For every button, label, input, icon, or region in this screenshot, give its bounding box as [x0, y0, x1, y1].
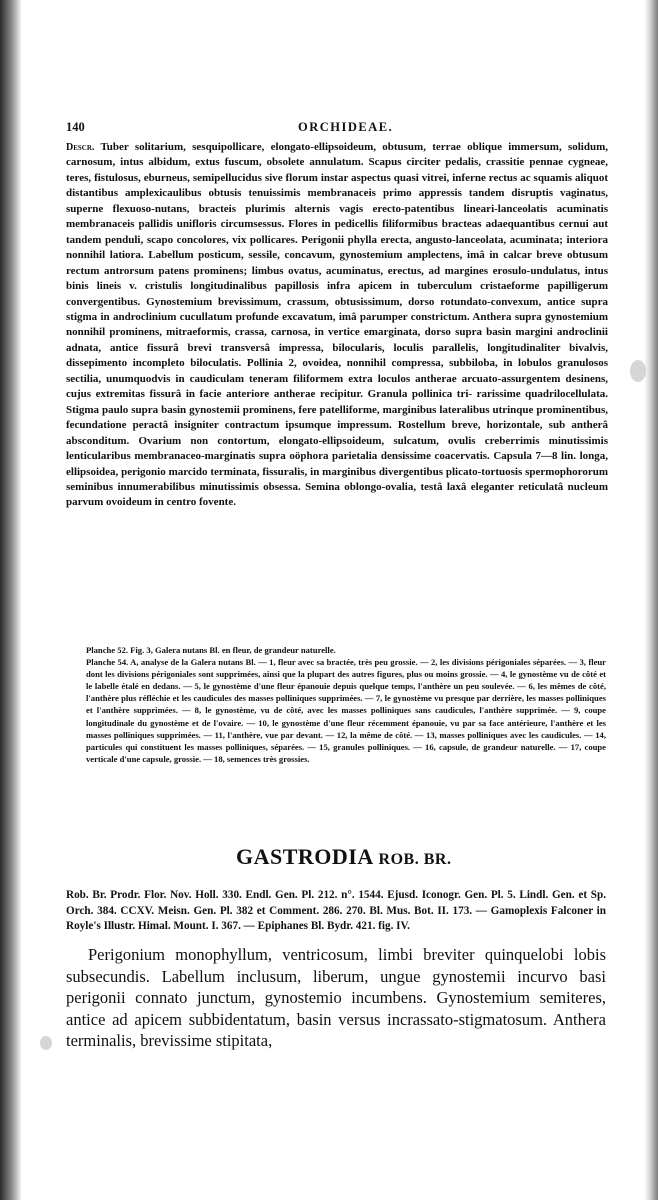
genus-authority: ROB. BR. — [378, 851, 452, 868]
running-head-title: ORCHIDEAE. — [298, 120, 394, 134]
page-gutter-shadow — [0, 0, 22, 1200]
plate-captions — [86, 644, 606, 765]
description-text: Tuber solitarium, sesquipollicare, elongato-ellipsoideum, obtusum, terrae oblique immersum, solidum, carnosum, intus albidum, extus fuscum, obsolete annulatum. Scapus circiter pedalis, crassitie pennae cygneae, teres, fistulosus, eburneus, semipellucidus sive florum instar aspectus quasi vitrei, inferne rectus ac squamis aliquot distantibus amplexicaulibus obtusis tenuissimis membranaceis primo appressis tandem disruptis vaginatus, superne flexuoso-nutans, bracteis plurimis alternis vagis erecto-patentibus lineari-lanceolatis acuminatis membranaceis pallidis unifloris circumsessus. Flores in pedicellis filiformibus bracteas adaequantibus cernui aut tandem penduli, scapo concolores, vix pollicares. Perigonii phylla erecta, angusto-lanceolata, acuminata; interiora nonnihil latiora. Labellum posticum, sessile, concavum, gynostemium amplectens, imâ in calcar breve obtusum rectum antrorsum patens prominens; limbus ovatus, acuminatus, erectus, ad margines erosulo-undulatus, intus binis lineis v. cristulis longitudinalibus papillosis infra apicem in tuberculum cristaeforme papilligerum convergentibus. Gynostemium brevissimum, crassum, obtusissimum, dorso rotundato-convexum, antice supra stigma in androclinium cucullatum profunde excavatum, imâ parumper constrictum. Anthera supra gynostemium nonnihil prominens, mitraeformis, crassa, carnosa, in vertice emarginata, dorso supra basin margini androclinii adnata, antice fissurâ brevi transversâ impressa, bilocularis, loculis parallelis, longitudinaliter bivalvis, dissepimento incompleto biloculatis. Pollinia 2, ovoidea, nonnihil compressa, subbiloba, in lobulos granulosos sectilia, unumquodvis in caudiculam teneram filiformem extra loculos antherae arcuato-assurgentem desinens, cujus extremitas fissurâ in facie anteriore antherae recipitur. Granula pollinica tri- rarissime quadrilocellulata. Stigma paulo supra basin gynostemii prominens, fere patelliforme, marginibus lateralibus utrinque prominentibus, fecundatione peractâ insigniter contractum ipsumque impressum. Rostellum breve, horizontale, sub antherâ absconditum. Ovarium non contortum, elongato-ellipsoideum, sulcatum, ovulis creberrimis minutissimis lenticularibus membranaceo-marginatis supra oöphora parietalia densissime coacervatis. Capsula 7—8 lin. longa, ellipsoidea, perigonio marcido terminata, fissuralis, in marginibus divergentibus plicato-tortuosis spermophororum seminibus innumerabilibus minutissimis obsessa. Semina oblongo-ovalia, testâ laxâ eleganter reticulatâ nucleum parvum ovoideum in centro fovente. — [66, 141, 608, 509]
genus-name: GASTRODIA — [236, 844, 373, 869]
description-lead: Descr. — [66, 142, 95, 153]
paper-blot — [630, 360, 646, 382]
running-header — [66, 120, 601, 138]
paper-blot — [40, 1036, 52, 1050]
plate-caption-54: Planche 54. A, analyse de la Galera nutans Bl. — 1, fleur avec sa bractée, très peu grossie. — 2, les divisions périgoniales séparées. — 3, fleur dont les divisions périgoniales sont supprimées, ainsi que la plupart des autres figures, plus ou moins grossie. — 4, le gynostème vu de côté et le labelle étalé en dedans. — 5, le gynostème d'une fleur épanouie depuis quelque temps, l'anthère un peu soulevée. — 6, les mêmes de côté, l'anthère plus réfléchie et les caudicules des masses polliniques supprimées. — 7, le gynostème vu presque par derrière, les masses polliniques et l'anthère supprimées. — 8, le gynostème, vu de côté, avec les masses polliniques sans caudicules, l'anthère supprimée. — 9, coupe longitudinale du gynostème et de l'ovaire. — 10, le gynostème d'une fleur récemment épanouie, vu par sa face antérieure, l'anthère et les masses polliniques supprimées. — 11, l'anthère, vue par devant. — 12, la même de côté. — 13, masses polliniques avec les caudicules. — 14, particules qui constituent les masses polliniques, séparées. — 15, granules polliniques. — 16, capsule, de grandeur naturelle. — 17, coupe verticale d'une capsule, grossie. — 18, semences très grossies. — [86, 657, 606, 764]
plate-caption-52: Planche 52. Fig. 3, Galera nutans Bl. en fleur, de grandeur naturelle. — [86, 645, 336, 655]
species-description — [66, 140, 608, 511]
genus-heading — [236, 844, 536, 870]
page-edge-shadow — [644, 0, 658, 1200]
genus-characters: Perigonium monophyllum, ventricosum, limbi breviter quinquelobi lobis subsecundis. Labellum inclusum, liberum, ungue gynostemii incurvo basi perigonii connato junctum, gynostemio incumbens. Gynostemium semiteres, antice ad apicem subbidentatum, basin versus incrassato-stigmatosum. Anthera terminalis, brevissime stipitata, — [66, 945, 606, 1051]
genus-references: Rob. Br. Prodr. Flor. Nov. Holl. 330. Endl. Gen. Pl. 212. n°. 1544. Ejusd. Iconogr. Gen. Pl. 5. Lindl. Gen. et Sp. Orch. 384. CCXV. Meisn. Gen. Pl. 382 et Comment. 286. 270. Bl. Mus. Bot. II. 173. — Gamoplexis Falconer in Royle's Illustr. Himal. Mount. I. 367. — Epiphanes Bl. Bydr. 421. fig. IV. — [66, 889, 606, 932]
page-number: 140 — [66, 120, 85, 134]
